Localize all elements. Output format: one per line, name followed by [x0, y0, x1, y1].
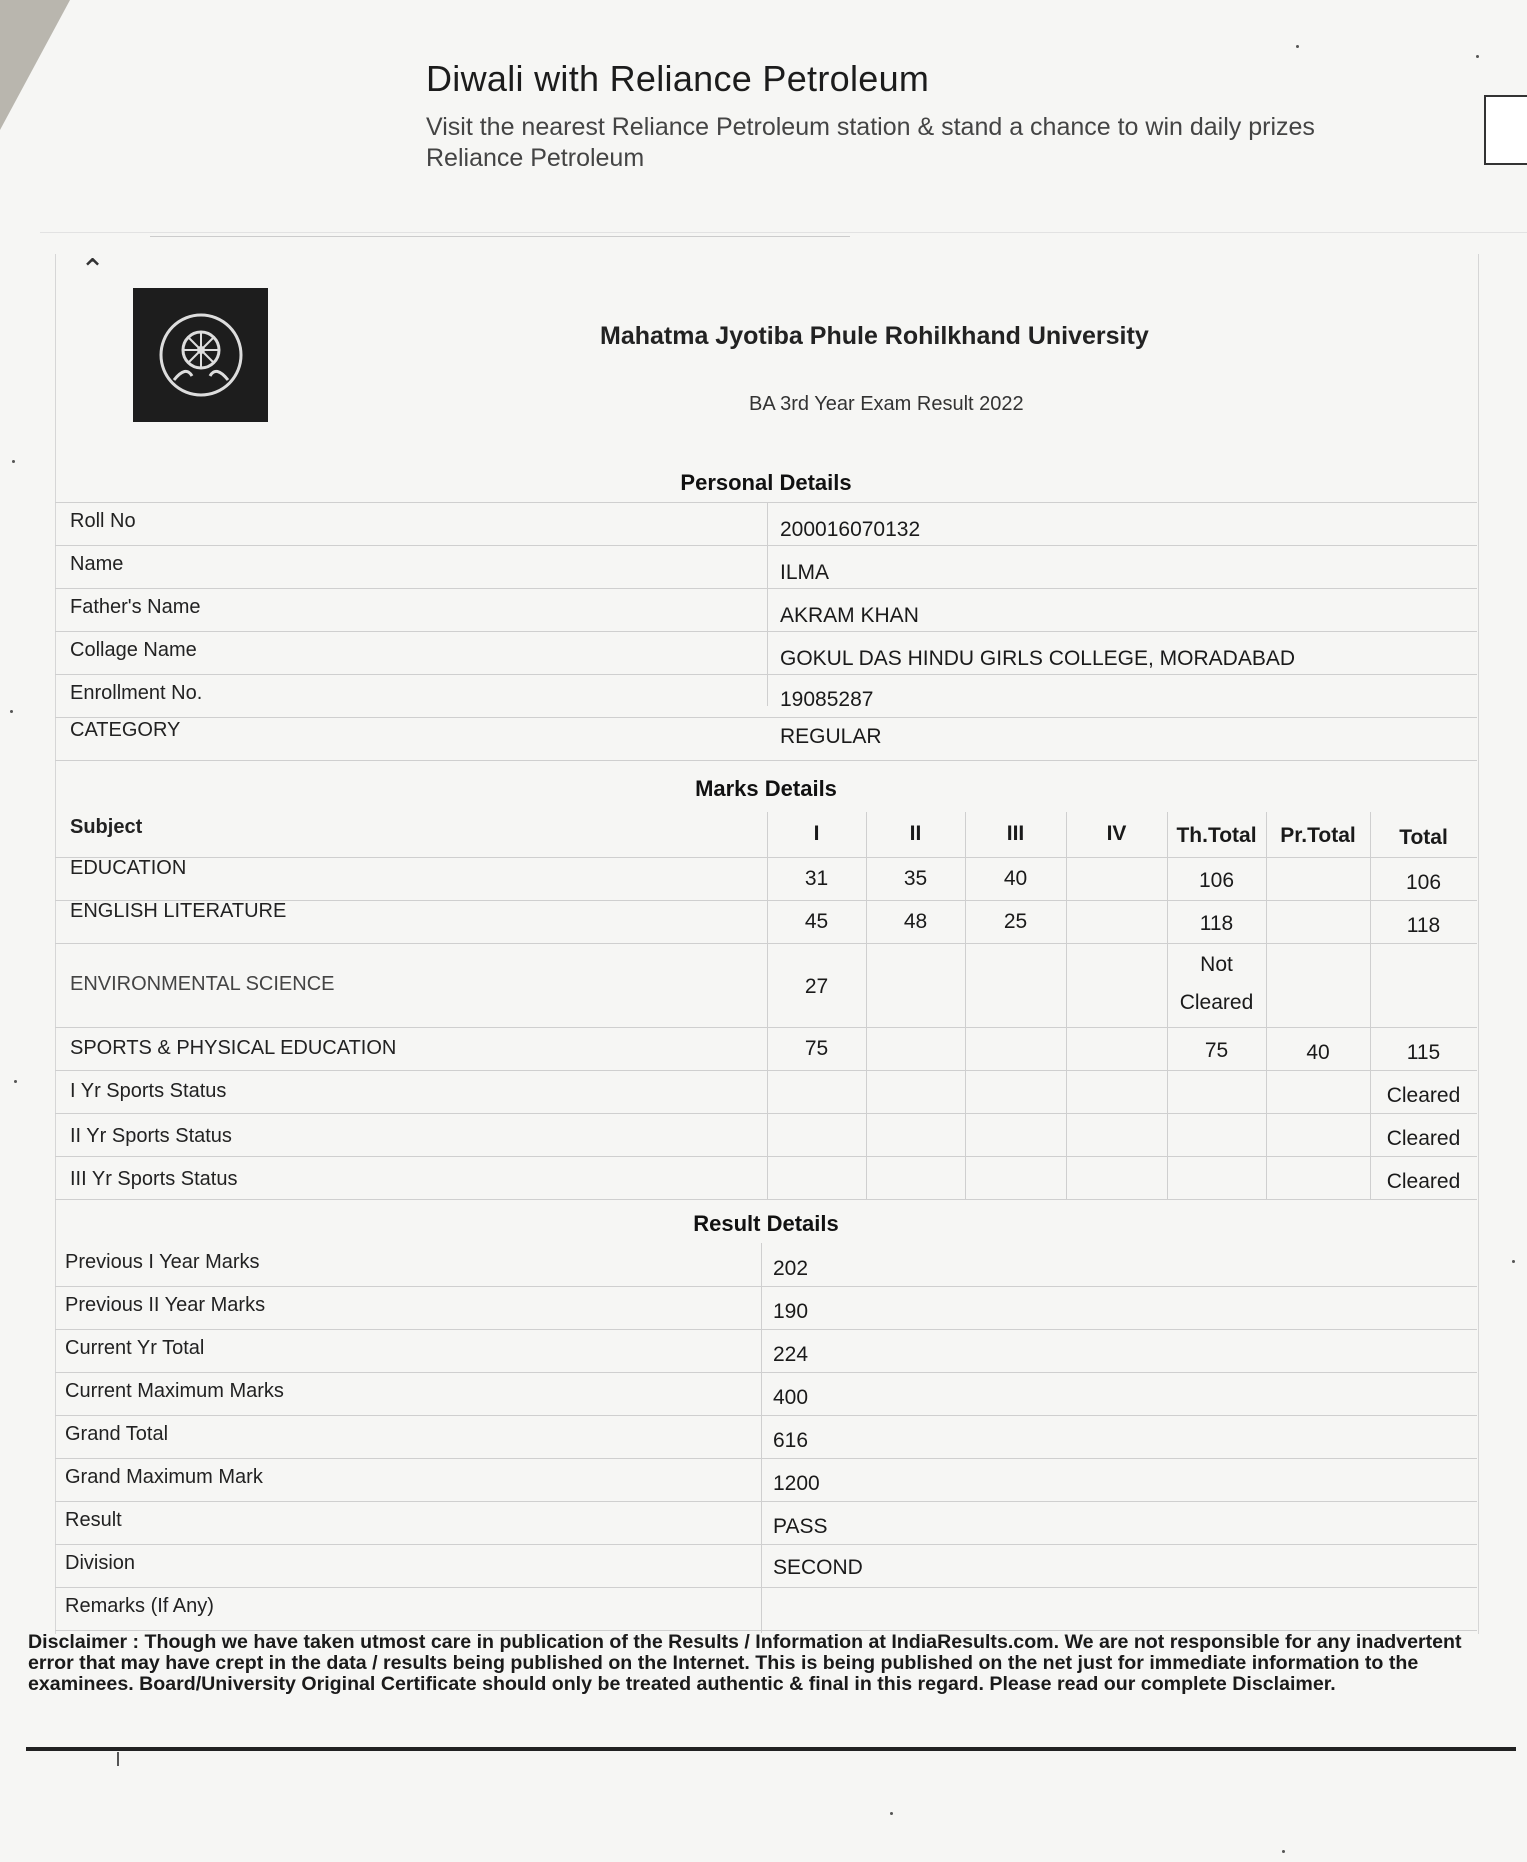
table-row	[55, 674, 1477, 718]
disclaimer-text: Disclaimer : Though we have taken utmost care in publication of the Results / Information at IndiaResults.com. We are not responsible for any inadvertent error that may have crept in the data / results being published on the Internet. This is being published on the net just for immediate information to the examinees. Board/University Original Certificate should only be treated authentic & final in this regard. Please read our complete Disclaimer.	[28, 1631, 1462, 1695]
mark-i: 45	[804, 910, 829, 933]
current-total-value: 224	[773, 1343, 809, 1366]
table-row	[55, 1243, 1477, 1287]
th-total-line-2: Cleared	[1179, 991, 1254, 1014]
result-value: PASS	[773, 1515, 828, 1538]
prev-2-year-value: 190	[773, 1300, 809, 1323]
mark-ii: 35	[903, 867, 928, 890]
grand-total-label: Grand Total	[65, 1423, 169, 1445]
th-total: Not	[1200, 953, 1233, 976]
ad-title[interactable]: Diwali with Reliance Petroleum	[426, 58, 930, 99]
table-row	[55, 1156, 1477, 1200]
scan-speck	[1282, 1850, 1285, 1853]
exam-title: BA 3rd Year Exam Result 2022	[749, 393, 1024, 415]
col-subject: Subject	[70, 816, 143, 838]
grand-max-value: 1200	[773, 1472, 820, 1495]
roll-no-label: Roll No	[70, 510, 136, 532]
table-row	[55, 1501, 1477, 1545]
table-row	[55, 1329, 1477, 1373]
scan-speck	[1512, 1260, 1515, 1263]
division-label: Division	[65, 1552, 136, 1574]
current-max-label: Current Maximum Marks	[65, 1380, 284, 1402]
section-row	[55, 442, 1477, 503]
th-total: 118	[1199, 912, 1234, 935]
table-row	[55, 1027, 1477, 1071]
subject-name: ENVIRONMENTAL SCIENCE	[70, 973, 335, 995]
sports-status-label: II Yr Sports Status	[70, 1125, 232, 1147]
marks-details-heading: Marks Details	[695, 776, 837, 801]
current-max-value: 400	[773, 1386, 809, 1409]
table-row	[55, 943, 1477, 1028]
grand-total-value: 616	[773, 1429, 809, 1452]
sports-status-label: I Yr Sports Status	[70, 1080, 227, 1102]
table-row	[55, 1113, 1477, 1157]
result-label: Result	[65, 1509, 122, 1531]
prev-2-year-label: Previous II Year Marks	[65, 1294, 266, 1316]
table-row	[55, 631, 1477, 675]
scan-speck	[117, 1752, 119, 1766]
mark-ii: 48	[903, 910, 928, 933]
college-name-label: Collage Name	[70, 639, 197, 661]
scan-speck	[14, 1080, 17, 1083]
table-row	[55, 1070, 1477, 1114]
mark-iii: 40	[1003, 867, 1028, 890]
col-ii: II	[909, 822, 922, 845]
enrollment-value: 19085287	[780, 688, 874, 711]
total: 106	[1405, 871, 1442, 894]
roll-no-value: 200016070132	[780, 518, 921, 541]
scan-speck	[12, 460, 15, 463]
total: 118	[1406, 914, 1441, 937]
scan-speck	[10, 710, 13, 713]
grand-max-label: Grand Maximum Mark	[65, 1466, 263, 1488]
th-total: 106	[1198, 869, 1235, 892]
table-row	[55, 1458, 1477, 1502]
mark-i: 27	[804, 975, 829, 998]
pr-total: 40	[1306, 1041, 1330, 1064]
table-row	[55, 857, 1477, 901]
result-details-heading: Result Details	[693, 1211, 839, 1236]
mark-i: 75	[804, 1037, 829, 1060]
breadcrumb	[150, 236, 850, 255]
marks-header-row	[55, 812, 1477, 858]
total: 115	[1406, 1041, 1441, 1064]
ad-line-2: Reliance Petroleum	[426, 144, 645, 172]
table-row	[55, 502, 1477, 546]
ad-banner[interactable]	[426, 58, 1426, 174]
table-row	[55, 717, 1477, 761]
th-total: 75	[1204, 1039, 1229, 1062]
category-label: CATEGORY	[70, 719, 181, 741]
table-row	[55, 588, 1477, 632]
col-iii: III	[1006, 822, 1025, 845]
enrollment-label: Enrollment No.	[70, 682, 203, 704]
name-value: ILMA	[780, 561, 830, 584]
col-th-total: Th.Total	[1176, 824, 1257, 847]
prev-1-year-value: 202	[773, 1257, 809, 1280]
category-value: REGULAR	[780, 725, 882, 748]
father-name-label: Father's Name	[70, 596, 201, 618]
table-row	[55, 1544, 1477, 1588]
col-i: I	[813, 822, 820, 845]
col-iv: IV	[1106, 822, 1127, 845]
subject-name: SPORTS & PHYSICAL EDUCATION	[70, 1037, 397, 1059]
table-row	[55, 1372, 1477, 1416]
col-pr-total: Pr.Total	[1280, 824, 1356, 847]
table-row	[55, 545, 1477, 589]
mark-i: 31	[804, 867, 829, 890]
scan-speck	[1476, 55, 1479, 58]
ad-line-1: Visit the nearest Reliance Petroleum station & stand a chance to win daily prizes	[426, 113, 1315, 141]
college-name-value: GOKUL DAS HINDU GIRLS COLLEGE, MORADABAD	[780, 647, 1296, 670]
current-total-label: Current Yr Total	[65, 1337, 205, 1359]
table-row	[55, 1587, 1477, 1631]
sports-status-value: Cleared	[1386, 1170, 1461, 1193]
table-row	[55, 1286, 1477, 1330]
side-widget[interactable]	[1484, 95, 1527, 165]
division-value: SECOND	[773, 1556, 863, 1579]
father-name-value: AKRAM KHAN	[780, 604, 919, 627]
personal-details-heading: Personal Details	[680, 470, 852, 495]
sports-status-value: Cleared	[1386, 1127, 1461, 1150]
subject-name: ENGLISH LITERATURE	[70, 900, 287, 922]
page-fold-corner	[0, 0, 70, 130]
sports-status-label: III Yr Sports Status	[70, 1168, 238, 1190]
remarks-label: Remarks (If Any)	[65, 1595, 214, 1617]
name-label: Name	[70, 553, 124, 575]
col-total: Total	[1399, 826, 1448, 849]
table-row	[55, 1415, 1477, 1459]
table-row	[55, 900, 1477, 944]
subject-name: EDUCATION	[70, 857, 187, 879]
university-name: Mahatma Jyotiba Phule Rohilkhand University	[600, 322, 1149, 350]
prev-1-year-label: Previous I Year Marks	[65, 1251, 260, 1273]
mark-iii: 25	[1003, 910, 1028, 933]
footer-divider	[26, 1747, 1516, 1751]
ad-divider	[40, 232, 1527, 233]
university-seal-icon	[133, 288, 268, 422]
scan-speck	[890, 1812, 893, 1815]
scan-speck	[1296, 45, 1299, 48]
sports-status-value: Cleared	[1386, 1084, 1461, 1107]
chevron-up-icon[interactable]: ⌃	[80, 254, 106, 287]
